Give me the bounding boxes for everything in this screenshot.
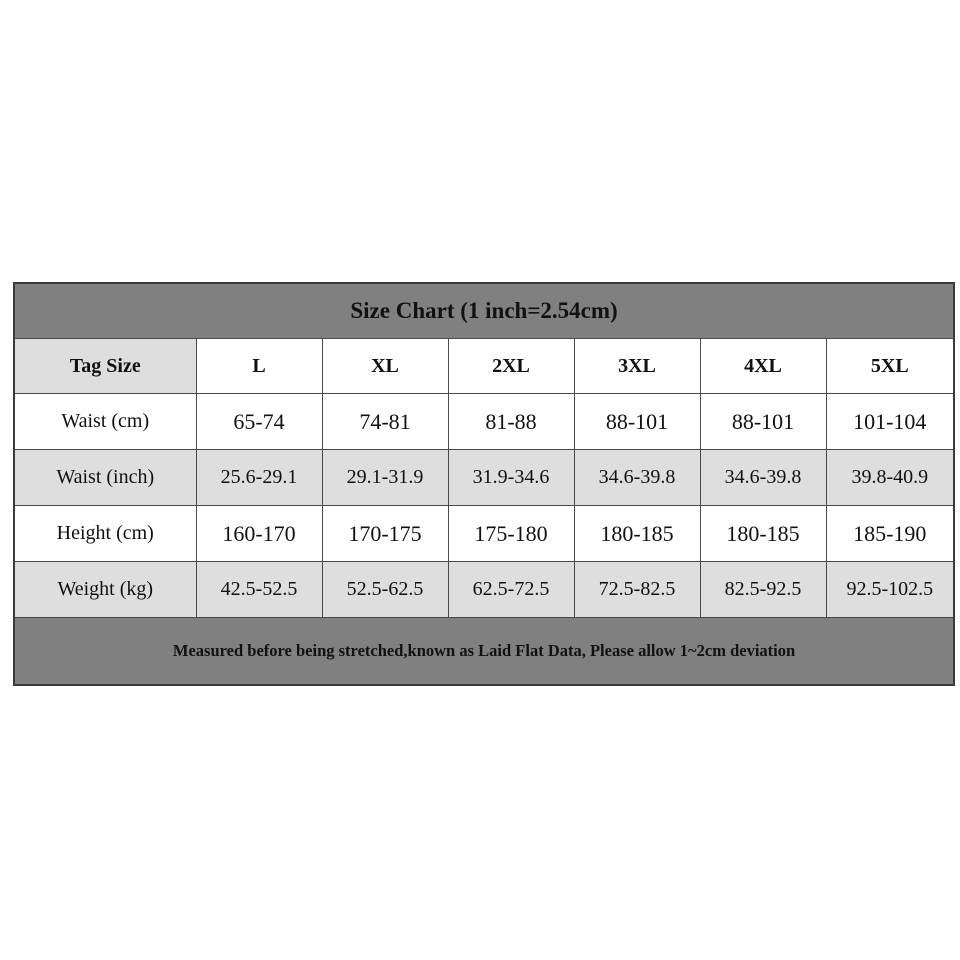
table-cell: 34.6-39.8 [574,450,700,506]
header-label: Tag Size [14,339,196,394]
table-cell: 81-88 [448,394,574,450]
title-row [14,283,954,339]
table-cell: 42.5-52.5 [196,562,322,618]
row-label: Waist (cm) [14,394,196,450]
table-title: Size Chart (1 inch=2.54cm) [14,283,954,339]
table-cell: 175-180 [448,506,574,562]
table-cell: 31.9-34.6 [448,450,574,506]
size-header: 3XL [574,339,700,394]
table-cell: 65-74 [196,394,322,450]
table-cell: 62.5-72.5 [448,562,574,618]
table-cell: 101-104 [826,394,954,450]
row-label: Height (cm) [14,506,196,562]
table-row [14,506,954,562]
table-cell: 74-81 [322,394,448,450]
row-label: Weight (kg) [14,562,196,618]
size-header: 5XL [826,339,954,394]
table-cell: 25.6-29.1 [196,450,322,506]
table-cell: 170-175 [322,506,448,562]
size-header: 2XL [448,339,574,394]
table-cell: 88-101 [574,394,700,450]
header-row [14,339,954,394]
table-cell: 185-190 [826,506,954,562]
size-header: L [196,339,322,394]
table-cell: 52.5-62.5 [322,562,448,618]
table-cell: 72.5-82.5 [574,562,700,618]
row-label: Waist (inch) [14,450,196,506]
table-cell: 82.5-92.5 [700,562,826,618]
table-cell: 29.1-31.9 [322,450,448,506]
size-chart-table [13,282,955,686]
table-cell: 39.8-40.9 [826,450,954,506]
table-cell: 180-185 [574,506,700,562]
table-row [14,450,954,506]
measurement-note: Measured before being stretched,known as Laid Flat Data, Please allow 1~2cm deviation [14,618,954,686]
size-header: 4XL [700,339,826,394]
table-cell: 34.6-39.8 [700,450,826,506]
table-row [14,394,954,450]
table-cell: 88-101 [700,394,826,450]
note-row [14,618,954,686]
table-cell: 180-185 [700,506,826,562]
table-cell: 92.5-102.5 [826,562,954,618]
size-header: XL [322,339,448,394]
table-cell: 160-170 [196,506,322,562]
table-row [14,562,954,618]
